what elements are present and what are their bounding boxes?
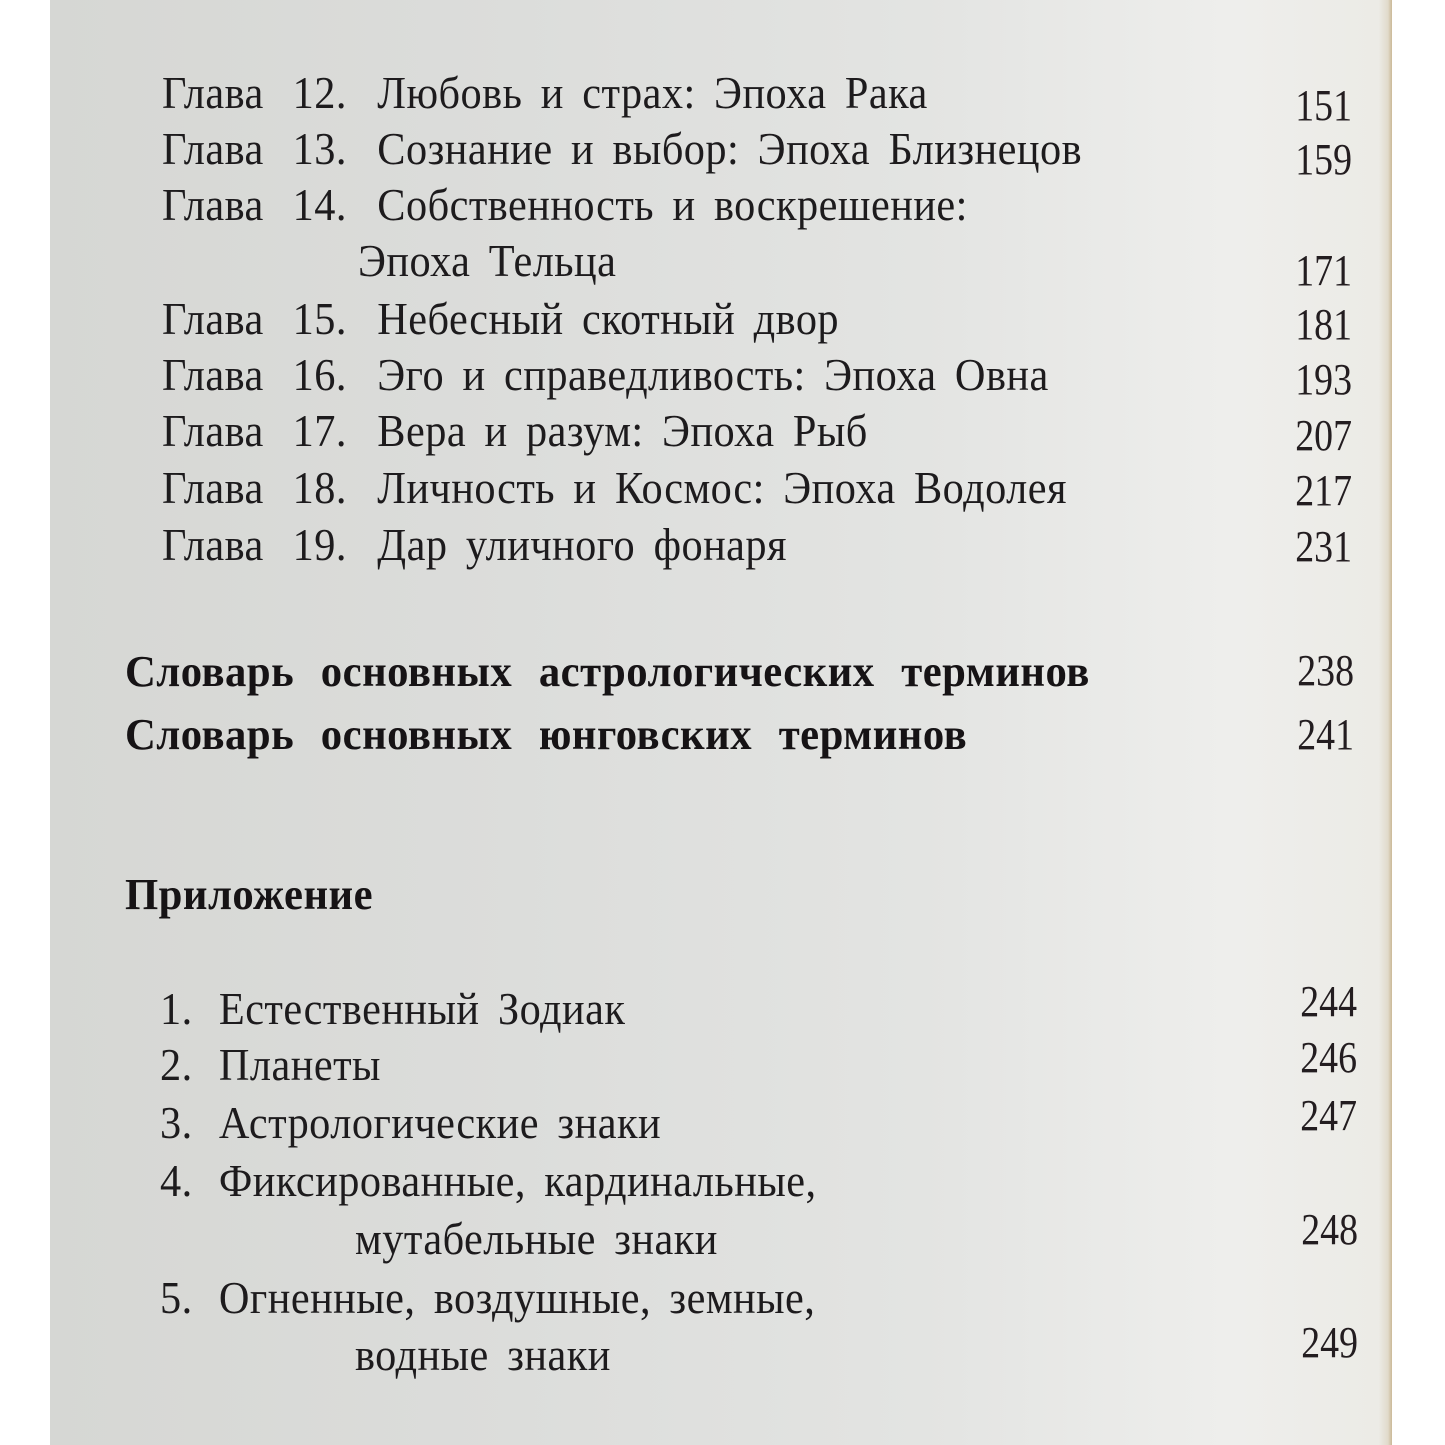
chapter-title: Вера и разум: Эпоха Рыб [377,405,868,456]
chapter-title: Собственность и воскрешение: [377,179,968,230]
appendix-item-2 [160,1039,381,1090]
chapter-title: Небесный скотный двор [377,293,840,344]
chapter-number: 14. [292,179,347,230]
toc-entry-chapter-18 [162,462,1067,513]
toc-entry-chapter-15 [162,293,840,344]
toc-entry-chapter-19 [162,519,787,570]
toc-entry-chapter-12 [162,67,928,118]
page-number: 231 [1295,522,1352,571]
appendix-item-1 [160,983,626,1034]
appendix-number: 4. [160,1155,193,1206]
chapter-label: Глава [162,67,264,118]
toc-entry-chapter-14 [162,179,968,230]
chapter-title: Любовь и страх: Эпоха Рака [377,67,928,118]
chapter-label: Глава [162,349,264,400]
chapter-title: Эго и справедливость: Эпоха Овна [377,349,1049,400]
page-number: 244 [1300,977,1357,1026]
page-number: 248 [1301,1205,1358,1254]
appendix-title: Фиксированные, кардинальные, [218,1155,817,1206]
chapter-number: 16. [292,349,347,400]
chapter-title: Личность и Космос: Эпоха Водолея [377,462,1067,513]
toc-entry-jungian-glossary: Словарь основных юнговских терминов [125,710,968,759]
chapter-title: Дар уличного фонаря [377,519,787,570]
chapter-title: Сознание и выбор: Эпоха Близнецов [377,123,1083,174]
page-number: 217 [1295,466,1352,515]
chapter-number: 18. [292,462,347,513]
page-number: 247 [1300,1091,1357,1140]
chapter-label: Глава [162,123,264,174]
toc-entry-astrology-glossary: Словарь основных астрологических терминов [125,647,1090,696]
page-number: 241 [1297,710,1354,759]
appendix-item-5 [160,1272,816,1323]
chapter-number: 19. [292,519,347,570]
chapter-label: Глава [162,179,264,230]
appendix-number: 3. [160,1097,193,1148]
page-number: 249 [1301,1318,1358,1367]
appendix-title: Астрологические знаки [218,1097,662,1148]
appendix-heading: Приложение [125,870,374,919]
chapter-title-continuation: Эпоха Тельца [358,235,617,286]
chapter-number: 12. [292,67,347,118]
page-number: 246 [1300,1033,1357,1082]
appendix-title: Огненные, воздушные, земные, [218,1272,816,1323]
toc-entry-chapter-17 [162,405,868,456]
appendix-title: Планеты [218,1039,381,1090]
page-number: 181 [1295,300,1352,349]
chapter-label: Глава [162,293,264,344]
appendix-item-4 [160,1155,817,1206]
appendix-item-3 [160,1097,662,1148]
chapter-number: 17. [292,405,347,456]
chapter-label: Глава [162,462,264,513]
page-number: 171 [1295,246,1352,295]
page-number: 207 [1295,411,1352,460]
chapter-number: 13. [292,123,347,174]
chapter-number: 15. [292,293,347,344]
page-number: 238 [1297,646,1354,695]
appendix-number: 5. [160,1272,193,1323]
appendix-title-continuation: мутабельные знаки [355,1213,718,1264]
chapter-label: Глава [162,405,264,456]
toc-entry-chapter-13 [162,123,1083,174]
toc-entry-chapter-16 [162,349,1049,400]
page-number: 193 [1295,355,1352,404]
chapter-label: Глава [162,519,264,570]
page-number: 159 [1295,135,1352,184]
page-number: 151 [1295,81,1352,130]
appendix-number: 1. [160,983,193,1034]
appendix-title-continuation: водные знаки [355,1329,611,1380]
appendix-number: 2. [160,1039,193,1090]
appendix-title: Естественный Зодиак [218,983,626,1034]
